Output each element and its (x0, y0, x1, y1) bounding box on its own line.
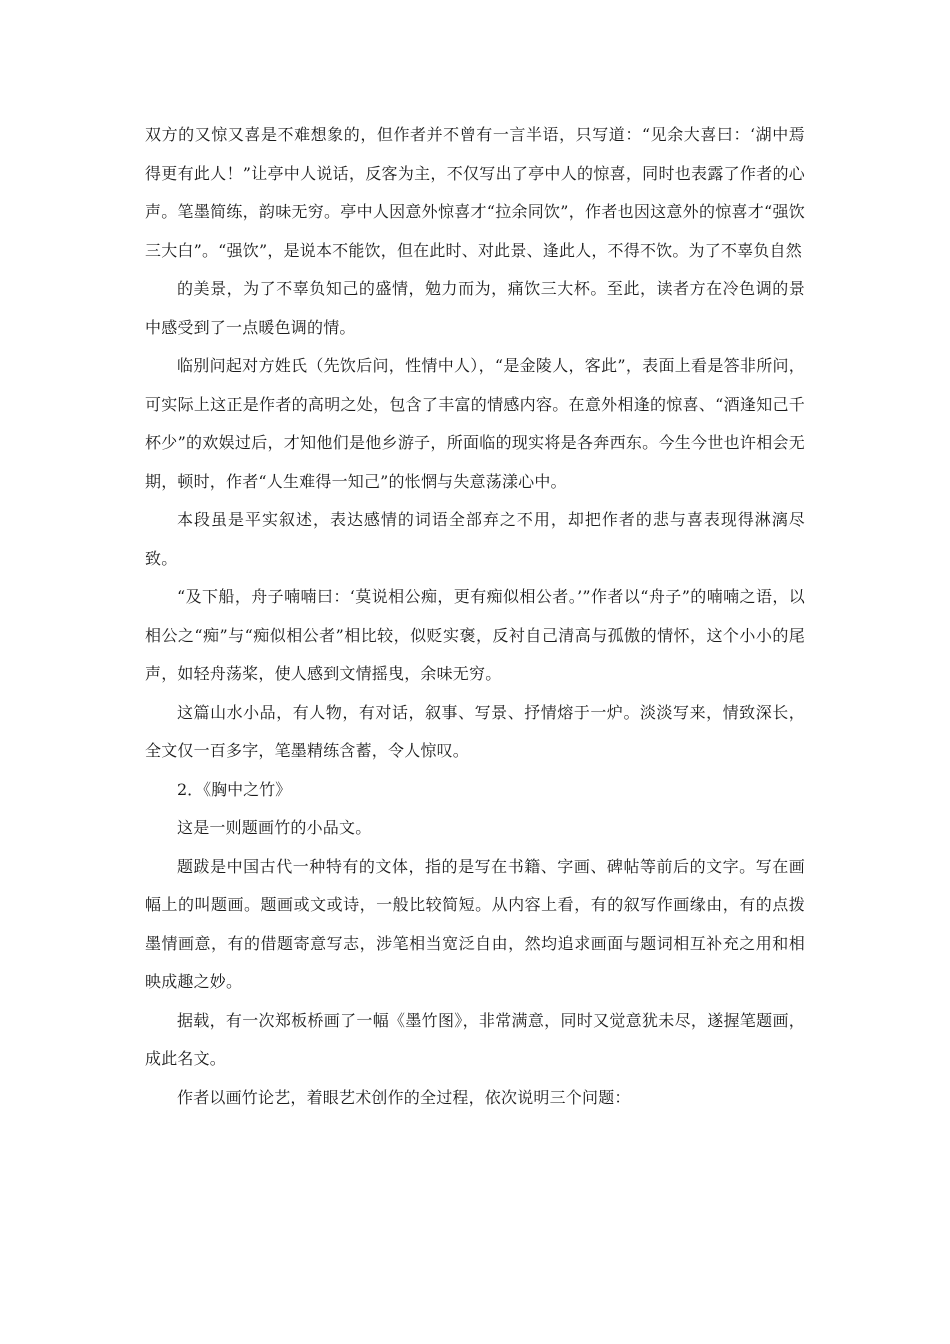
document-page (145, 116, 805, 1117)
paragraph-2: 的美景，为了不辜负知己的盛情，勉力而为，痛饮三大杯。至此，读者方在冷色调的景中感受到了一点暖色调的情。 (145, 279, 805, 337)
paragraph-10: 作者以画竹论艺，着眼艺术创作的全过程，依次说明三个问题： (177, 1087, 631, 1107)
paragraph-8: 题跋是中国古代一种特有的文体，指的是写在书籍、字画、碑帖等前后的文字。写在画幅上的叫题画。题画或文或诗，一般比较简短。从内容上看，有的叙写作画缘由，有的点拨墨情画意，有的借题寄意写志，涉笔相当宽泛自由，然均追求画面与题词相互补充之用和相映成趣之妙。 (145, 856, 805, 991)
section-heading: 2．《胸中之竹》 (177, 779, 292, 799)
paragraph-6: 这篇山水小品，有人物，有对话，叙事、写景、抒情熔于一炉。淡淡写来，情致深长，全文仅一百多字，笔墨精练含蓄，令人惊叹。 (145, 702, 805, 760)
paragraph-1: 双方的又惊又喜是不难想象的，但作者并不曾有一言半语，只写道：“见余大喜曰：‘湖中焉得更有此人！”让亭中人说话，反客为主，不仅写出了亭中人的惊喜，同时也表露了作者的心声。笔墨简练，韵味无穷。亭中人因意外惊喜才“拉余同饮”，作者也因这意外的惊喜才“强饮三大白”。“强饮”，是说本不能饮，但在此时、对此景、逢此人，不得不饮。为了不辜负自然 (145, 125, 805, 260)
paragraph-7: 这是一则题画竹的小品文。 (177, 818, 372, 837)
paragraph-5: “及下船，舟子喃喃曰：‘莫说相公痴，更有痴似相公者。’”作者以“舟子”的喃喃之语，以相公之“痴”与“痴似相公者”相比较，似贬实褒，反衬自己清高与孤傲的情怀，这个小小的尾声，如轻舟荡桨，使人感到文情摇曳，余味无穷。 (145, 587, 805, 683)
paragraph-4: 本段虽是平实叙述，表达感情的词语全部弃之不用，却把作者的悲与喜表现得淋漓尽致。 (145, 510, 805, 568)
paragraph-9: 据载，有一次郑板桥画了一幅《墨竹图》，非常满意，同时又觉意犹未尽，遂握笔题画，成此名文。 (145, 1010, 805, 1068)
paragraph-3: 临别问起对方姓氏（先饮后问，性情中人），“是金陵人，客此”，表面上看是答非所问，可实际上这正是作者的高明之处，包含了丰富的情感内容。在意外相逢的惊喜、“酒逢知己千杯少”的欢娱过后，才知他们是他乡游子，所面临的现实将是各奔西东。今生今世也许相会无期，顿时，作者“人生难得一知己”的怅惘与失意荡漾心中。 (145, 356, 805, 491)
